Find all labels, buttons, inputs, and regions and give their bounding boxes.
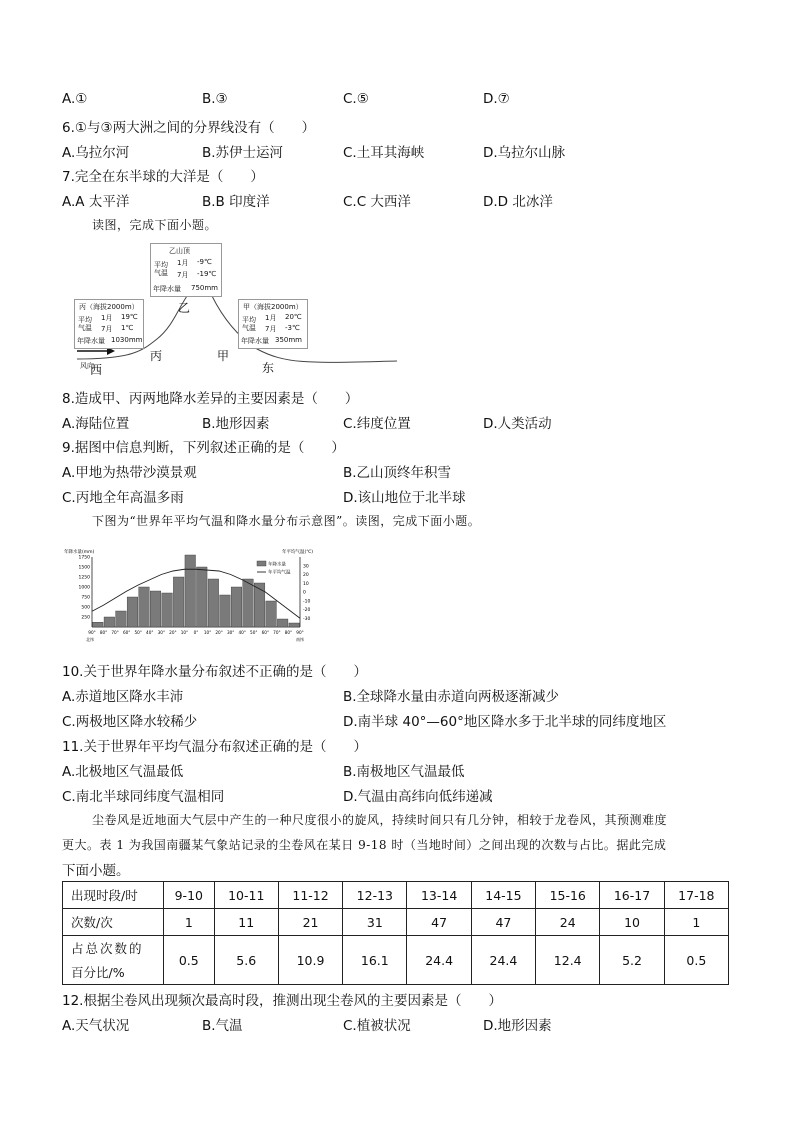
x-left-end-label: 北纬 (86, 637, 94, 642)
mountain-diagram (72, 241, 402, 377)
q6-stem: 6.①与③两大洲之间的分界线没有（ ） (62, 120, 316, 136)
table-cell: 14-15 (471, 882, 535, 909)
table-cell: 24 (536, 909, 600, 936)
precip-bar (150, 591, 161, 627)
x-tick-label: 60° (122, 630, 131, 635)
table-cell: 5.6 (214, 936, 278, 985)
q9-option-b: B.乙山顶终年积雪 (343, 465, 452, 481)
q6-option-a: A.乌拉尔河 (62, 145, 130, 161)
yi-title: 乙山顶 (169, 247, 190, 255)
table-row (63, 909, 729, 936)
q10-option-d: D.南半球 40°—60°地区降水多于北半球的同纬度地区 (343, 714, 667, 730)
q8-option-c: C.纬度位置 (343, 416, 411, 432)
jia-rain-label: 年降水量 (241, 337, 269, 345)
x-tick-label: 70° (273, 630, 281, 635)
precip-bar (277, 619, 288, 627)
precip-bar (208, 579, 219, 627)
bing-jul-value: 1℃ (121, 324, 134, 332)
x-tick-label: 20° (215, 630, 223, 635)
climate-chart-svg (62, 545, 332, 651)
precip-bar (266, 601, 277, 627)
row-header-percent-line2: 百分比/% (71, 965, 125, 980)
jia-jan-value: 20℃ (285, 313, 302, 321)
table-cell: 5.2 (600, 936, 664, 985)
table-cell: 10 (600, 909, 664, 936)
table-cell: 31 (343, 909, 407, 936)
left-tick-label: 1750 (78, 555, 90, 561)
yi-jan: 1月 (177, 259, 189, 267)
q12-option-b: B.气温 (202, 1018, 243, 1034)
right-tick-label: -10 (303, 599, 311, 605)
q9-option-d: D.该山地位于北半球 (343, 490, 466, 506)
jia-temp-label: 平均气温 (242, 316, 256, 332)
row-header-percent (63, 936, 164, 985)
table-cell: 24.4 (407, 936, 471, 985)
x-tick-label: 20° (169, 630, 177, 635)
q12-option-a: A.天气状况 (62, 1018, 130, 1034)
jia-jul: 7月 (265, 325, 277, 333)
right-axis-title: 年平均气温(℃) (282, 550, 314, 555)
bing-title: 丙（海拔2000m） (79, 303, 139, 311)
q7-stem: 7.完全在东半球的大洋是（ ） (62, 169, 264, 185)
table-row (63, 882, 729, 909)
jia-title: 甲（海拔2000m） (243, 303, 303, 311)
x-tick-label: 50° (134, 630, 142, 635)
intro-chart: 下图为“世界年平均气温和降水量分布示意图”。读图，完成下面小题。 (92, 514, 481, 528)
x-tick-label: 50° (250, 630, 258, 635)
left-tick-label: 1250 (78, 575, 90, 581)
table-cell: 15-16 (536, 882, 600, 909)
legend-label-temp: 年平均气温 (268, 570, 291, 576)
q10-option-a: A.赤道地区降水丰沛 (62, 689, 184, 705)
right-tick-label: 10 (303, 581, 309, 587)
east-label: 东 (262, 361, 275, 375)
q6-option-d: D.乌拉尔山脉 (483, 145, 566, 161)
q9-stem: 9.据图中信息判断，下列叙述正确的是（ ） (62, 440, 345, 456)
row-header-period: 出现时段/时 (63, 882, 164, 909)
q5-option-c: C.⑤ (343, 91, 369, 107)
left-tick-label: 1500 (78, 565, 90, 571)
precip-bar (139, 587, 150, 627)
x-tick-label: 70° (111, 630, 119, 635)
table-cell: 9-10 (164, 882, 215, 909)
right-tick-label: 30 (303, 564, 309, 570)
q5-option-a: A.① (62, 91, 88, 107)
table-cell: 16-17 (600, 882, 664, 909)
q10-option-b: B.全球降水量由赤道向两极逐渐减少 (343, 689, 560, 705)
q12-option-c: C.植被状况 (343, 1018, 411, 1034)
q11-option-b: B.南极地区气温最低 (343, 764, 465, 780)
wind-label: 风向 (80, 362, 94, 370)
precip-bar (220, 595, 231, 627)
x-tick-label: 40° (238, 630, 246, 635)
precip-bar (173, 577, 184, 627)
q11-stem: 11.关于世界年平均气温分布叙述正确的是（ ） (62, 739, 367, 755)
table-cell: 10.9 (278, 936, 342, 985)
jia-rain-value: 350mm (275, 336, 302, 344)
x-tick-label: 90° (296, 630, 304, 635)
jia-label: 甲 (217, 349, 230, 363)
q10-option-c: C.两极地区降水较稀少 (62, 714, 198, 730)
table-cell: 10-11 (214, 882, 278, 909)
row-header-count: 次数/次 (63, 909, 164, 936)
precip-bar (243, 579, 254, 627)
x-tick-label: 30° (157, 630, 166, 635)
x-tick-label: 30° (226, 630, 235, 635)
climate-chart (62, 545, 332, 651)
table-cell: 1 (164, 909, 215, 936)
q6-option-c: C.土耳其海峡 (343, 145, 425, 161)
yi-jan-value: -9℃ (197, 258, 212, 266)
x-tick-label: 90° (88, 630, 96, 635)
x-tick-label: 10° (180, 630, 189, 635)
row-header-percent-line1: 占总次数的 (71, 941, 144, 956)
yi-jul: 7月 (177, 271, 189, 279)
precip-bar (93, 622, 104, 627)
x-tick-label: 40° (146, 630, 154, 635)
precip-bar (116, 611, 127, 627)
q7-option-b: B.B 印度洋 (202, 194, 270, 210)
left-tick-label: 500 (81, 605, 90, 611)
bing-info-box (74, 299, 144, 349)
yi-jul-value: -19℃ (197, 270, 217, 278)
q10-stem: 10.关于世界年降水量分布叙述不正确的是（ ） (62, 664, 367, 680)
q9-option-c: C.丙地全年高温多雨 (62, 490, 184, 506)
left-tick-label: 750 (81, 595, 90, 601)
precip-bar (185, 555, 196, 627)
table-cell: 11 (214, 909, 278, 936)
bing-rain-label: 年降水量 (77, 337, 105, 345)
intro-dust-devil-line2: 更大。表 1 为我国南疆某气象站记录的尘卷风在某日 9-18 时（当地时间）之间出现的次数与占比。据此完成 (62, 838, 667, 852)
bing-rain-value: 1030mm (111, 336, 143, 344)
q11-option-a: A.北极地区气温最低 (62, 764, 184, 780)
q7-option-d: D.D 北冰洋 (483, 194, 553, 210)
q8-stem: 8.造成甲、丙两地降水差异的主要因素是（ ） (62, 391, 359, 407)
bing-temp-label: 平均气温 (78, 316, 92, 332)
table-cell: 12-13 (343, 882, 407, 909)
q8-option-b: B.地形因素 (202, 416, 270, 432)
q11-option-c: C.南北半球同纬度气温相同 (62, 789, 225, 805)
x-tick-label: 60° (261, 630, 270, 635)
q9-option-a: A.甲地为热带沙漠景观 (62, 465, 197, 481)
precip-bar (231, 587, 242, 627)
table-cell: 47 (471, 909, 535, 936)
jia-info-box (238, 299, 308, 349)
table-cell: 24.4 (471, 936, 535, 985)
left-axis-title: 年降水量(mm) (64, 550, 95, 555)
legend-label-precip: 年降水量 (268, 562, 286, 568)
right-tick-label: 20 (303, 573, 309, 578)
right-tick-label: -30 (303, 616, 311, 622)
x-tick-label: 80° (284, 630, 293, 635)
table-cell: 1 (664, 909, 728, 936)
right-tick-label: -20 (303, 608, 311, 613)
yi-rain-value: 750mm (191, 284, 218, 292)
q12-option-d: D.地形因素 (483, 1018, 552, 1034)
precip-bar (254, 583, 265, 627)
intro-dust-devil-line1: 尘卷风是近地面大气层中产生的一种尺度很小的旋风，持续时间只有几分钟，相较于龙卷风，其预测难度 (92, 813, 668, 827)
bing-jul: 7月 (101, 325, 113, 333)
bing-label: 丙 (150, 349, 163, 363)
q8-option-d: D.人类活动 (483, 416, 552, 432)
x-tick-label: 10° (203, 630, 212, 635)
x-right-end-label: 南纬 (296, 637, 304, 642)
yi-temp-label: 平均气温 (154, 261, 168, 277)
yi-info-box (150, 243, 222, 297)
q8-option-a: A.海陆位置 (62, 416, 130, 432)
yi-rain-label: 年降水量 (153, 285, 181, 293)
intro-dust-devil-line3: 下面小题。 (62, 863, 130, 879)
west-label: 西 (90, 363, 103, 377)
table-cell: 47 (407, 909, 471, 936)
precip-bar (127, 597, 138, 627)
q7-option-a: A.A 太平洋 (62, 194, 130, 210)
legend-swatch-precip (257, 561, 266, 566)
table-cell: 0.5 (664, 936, 728, 985)
yi-label: 乙 (178, 301, 191, 315)
table-row (63, 936, 729, 985)
q12-stem: 12.根据尘卷风出现频次最高时段，推测出现尘卷风的主要因素是（ ） (62, 993, 502, 1009)
dust-devil-table (62, 881, 729, 985)
table-cell: 16.1 (343, 936, 407, 985)
q6-option-b: B.苏伊士运河 (202, 145, 284, 161)
x-tick-label: 80° (99, 630, 108, 635)
table-cell: 0.5 (164, 936, 215, 985)
table-cell: 11-12 (278, 882, 342, 909)
table-cell: 13-14 (407, 882, 471, 909)
bing-jan: 1月 (101, 314, 113, 322)
jia-jul-value: -3℃ (285, 324, 300, 332)
table-cell: 12.4 (536, 936, 600, 985)
q11-option-d: D.气温由高纬向低纬递减 (343, 789, 493, 805)
q7-option-c: C.C 大西洋 (343, 194, 411, 210)
left-tick-label: 1000 (78, 585, 90, 591)
intro-mountain: 读图，完成下面小题。 (92, 218, 218, 232)
q5-option-d: D.⑦ (483, 91, 510, 107)
precip-bar (104, 617, 115, 627)
jia-jan: 1月 (265, 314, 277, 322)
table-cell: 17-18 (664, 882, 728, 909)
right-tick-label: 0 (303, 590, 306, 596)
x-tick-label: 0° (193, 630, 199, 635)
bing-jan-value: 19℃ (121, 313, 138, 321)
table-cell: 21 (278, 909, 342, 936)
precip-bar (289, 623, 300, 627)
left-tick-label: 250 (81, 615, 90, 621)
q5-option-b: B.③ (202, 91, 228, 107)
precip-bar (162, 593, 173, 627)
precip-bar (197, 567, 208, 627)
